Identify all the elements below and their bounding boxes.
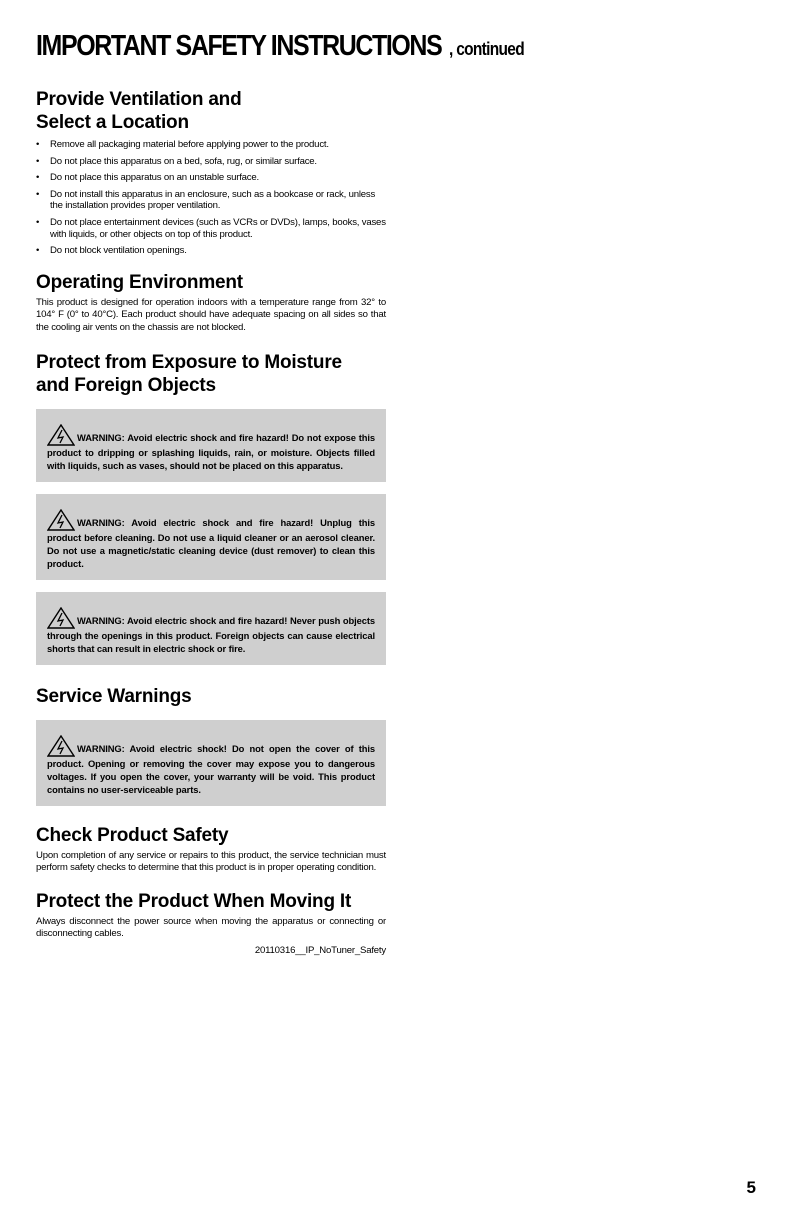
warning-box: WARNING: Avoid electric shock and fire hazard! Do not expose this product to dripping or splashing liquids, rain, or moisture. Objects filled with liquids, such as vases, should not be placed on this apparatus. <box>36 409 386 482</box>
page-title <box>36 30 537 63</box>
heading-service-warnings: Service Warnings <box>36 685 192 707</box>
list-item: • Do not place entertainment devices (such as VCRs or DVDs), lamps, books, vases with liquids, or other objects on top of this product. <box>36 216 386 240</box>
heading-moisture-line1: Protect from Exposure to Moisture <box>36 351 342 373</box>
page-title-continued: , continued <box>449 39 525 59</box>
warning-shock-icon <box>47 735 75 757</box>
heading-operating-environment: Operating Environment <box>36 271 243 293</box>
check-body: Upon completion of any service or repairs to this product, the service technician must perform safety checks to determine that this product is in proper operating condition. <box>36 849 386 874</box>
list-item: • Do not install this apparatus in an enclosure, such as a bookcase or rack, unless the installation provides proper ventilation. <box>36 188 376 212</box>
heading-ventilation-line1: Provide Ventilation and <box>36 89 242 110</box>
warning-shock-icon <box>47 424 75 446</box>
list-item: • Do not place this apparatus on an unstable surface. <box>36 172 259 184</box>
heading-moisture <box>36 351 386 397</box>
list-item: • Remove all packaging material before applying power to the product. <box>36 139 329 150</box>
moving-body: Always disconnect the power source when moving the apparatus or connecting or disconnecting cables. <box>36 915 386 940</box>
heading-moisture-line2: and Foreign Objects <box>36 374 216 396</box>
heading-ventilation <box>36 88 386 134</box>
document-code: 20110316__IP_NoTuner_Safety <box>254 944 386 956</box>
warning-box: WARNING: Avoid electric shock and fire hazard! Never push objects through the openings in this product. Foreign objects can cause electrical shorts that can result in electric shock or fire. <box>36 592 386 665</box>
warning-box: WARNING: Avoid electric shock! Do not open the cover of this product. Opening or removing the cover may expose you to dangerous voltages. If you open the cover, your warranty will be void. This product contains no user-serviceable parts. <box>36 720 386 806</box>
warning-shock-icon <box>47 607 75 629</box>
ventilation-list <box>36 139 386 257</box>
list-item: • Do not block ventilation openings. <box>36 245 187 257</box>
warning-shock-icon <box>47 509 75 531</box>
page-title-main: IMPORTANT SAFETY INSTRUCTIONS <box>36 30 442 62</box>
heading-ventilation-line2: Select a Location <box>36 112 189 133</box>
warning-box: WARNING: Avoid electric shock and fire hazard! Unplug this product before cleaning. Do not use a liquid cleaner or an aerosol cleaner. Do not use a magnetic/static cleaning device (dust remover) to clean this product. <box>36 494 386 580</box>
content-column <box>36 88 386 956</box>
heading-check-product-safety: Check Product Safety <box>36 824 229 846</box>
heading-protect-moving: Protect the Product When Moving It <box>36 890 352 912</box>
operating-body: This product is designed for operation indoors with a temperature range from 32° to 104° F (0° to 40°C). Each product should have adequate spacing on all sides so that the cooling air vents on the chassis are not blocked. <box>36 296 386 333</box>
page-number: 5 <box>746 1178 756 1197</box>
list-item: • Do not place this apparatus on a bed, sofa, rug, or similar surface. <box>36 155 317 167</box>
